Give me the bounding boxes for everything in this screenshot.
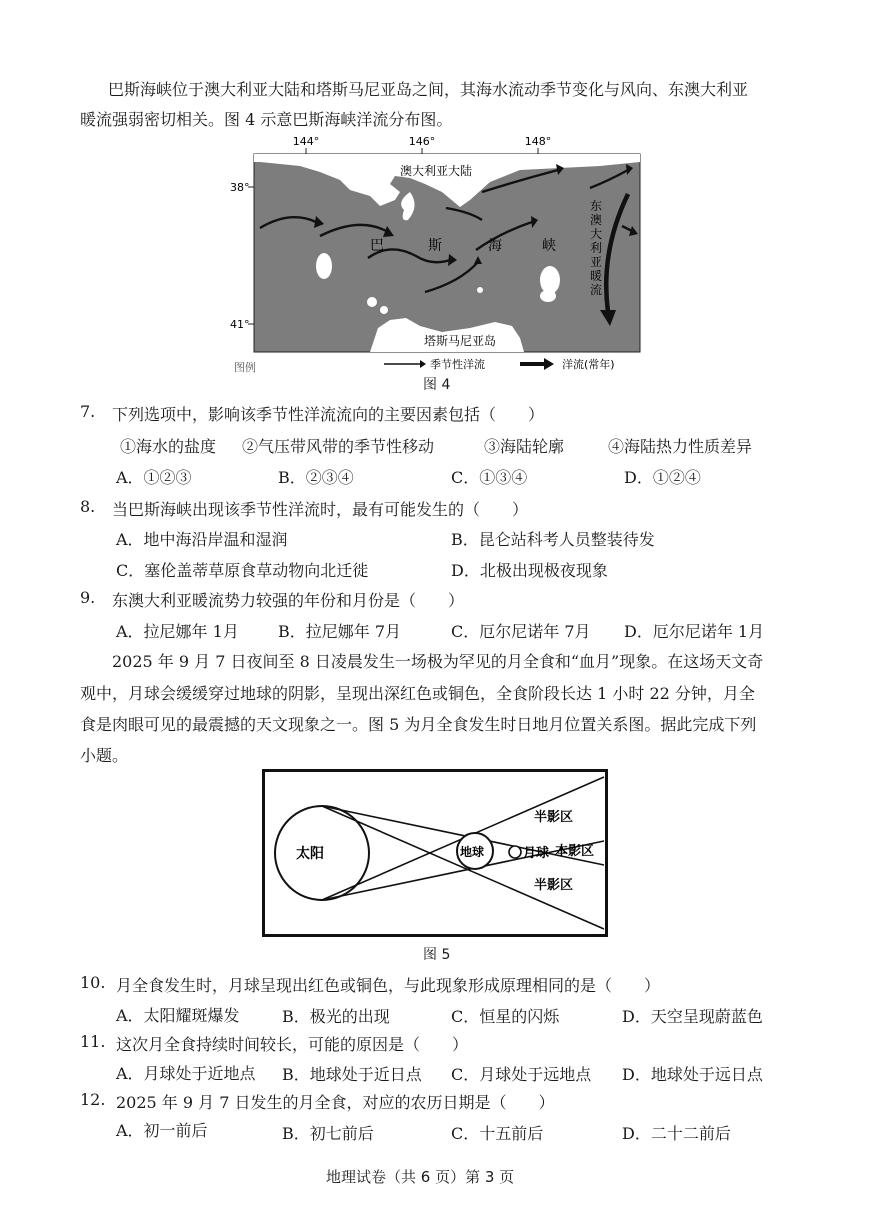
q8-stem: 当巴斯海峡出现该季节性洋流时，最有可能发生的（ ）	[112, 500, 529, 519]
legend-permanent: 洋流(常年)	[562, 358, 615, 371]
q8-option-a[interactable]: A．地中海沿岸温和湿润	[116, 530, 288, 549]
ea-current-char-1: 东	[590, 199, 603, 213]
q7-stem: 下列选项中，影响该季节性洋流流向的主要因素包括（ ）	[112, 405, 545, 424]
lon-label-146: 146°	[408, 135, 436, 148]
penumbra-bottom-label: 半影区	[534, 878, 574, 893]
q8-number: 8.	[80, 497, 96, 516]
q7-number: 7.	[80, 402, 96, 421]
q7-item-4: ④海陆热力性质差异	[608, 437, 753, 456]
q12-number: 12.	[80, 1090, 106, 1109]
intro-line-2: 暖流强弱密切相关。图 4 示意巴斯海峡洋流分布图。	[80, 110, 453, 129]
strait-char-2: 斯	[428, 238, 442, 254]
q7-option-a[interactable]: A．①②③	[116, 468, 192, 487]
sun-label: 太阳	[296, 846, 324, 862]
q7-option-c[interactable]: C．①③④	[451, 468, 528, 487]
q10-option-b[interactable]: B．极光的出现	[282, 1007, 390, 1026]
q9-option-b[interactable]: B．拉尼娜年 7月	[278, 622, 402, 641]
figure-5-caption: 图 5	[423, 947, 451, 963]
ea-current-char-5: 亚	[590, 255, 603, 269]
ea-current-char-6: 暖	[590, 269, 603, 283]
lon-label-148: 148°	[524, 135, 552, 148]
intro2-line-4: 小题。	[80, 746, 129, 765]
q9-option-d[interactable]: D．厄尔尼诺年 1月	[624, 622, 765, 641]
ea-current-char-4: 利	[590, 241, 603, 255]
ea-current-char-7: 流	[590, 283, 603, 297]
intro2-line-1: 2025 年 9 月 7 日夜间至 8 日凌晨发生一场极为罕见的月全食和“血月”现象。在这场天文奇	[112, 652, 764, 671]
q9-option-a[interactable]: A．拉尼娜年 1月	[116, 622, 239, 641]
q10-option-d[interactable]: D．天空呈现蔚蓝色	[622, 1007, 763, 1026]
q10-stem: 月全食发生时，月球呈现出红色或铜色，与此现象形成原理相同的是（ ）	[116, 976, 661, 995]
q11-option-d[interactable]: D．地球处于远日点	[622, 1065, 763, 1084]
q7-option-d[interactable]: D．①②④	[624, 468, 701, 487]
q12-option-c[interactable]: C．十五前后	[451, 1124, 544, 1143]
penumbra-top-label: 半影区	[534, 810, 574, 825]
lon-label-144: 144°	[292, 135, 320, 148]
strait-char-1: 巴	[370, 238, 384, 254]
q10-option-c[interactable]: C．恒星的闪烁	[451, 1007, 560, 1026]
q9-option-c[interactable]: C．厄尔尼诺年 7月	[451, 622, 591, 641]
figure-5-diagram	[262, 769, 608, 937]
q7-item-2: ②气压带风带的季节性移动	[242, 437, 435, 456]
q8-option-c[interactable]: C．塞伦盖蒂草原食草动物向北迁徙	[116, 561, 369, 580]
q9-stem: 东澳大利亚暖流势力较强的年份和月份是（ ）	[112, 591, 465, 610]
legend-seasonal: 季节性洋流	[430, 358, 485, 371]
page-footer: 地理试卷（共 6 页）第 3 页	[326, 1168, 515, 1186]
q7-item-3: ③海陆轮廓	[484, 437, 565, 456]
umbra-label: 本影区	[555, 844, 595, 859]
q11-stem: 这次月全食持续时间较长，可能的原因是（ ）	[116, 1035, 469, 1054]
moon-label: 月球	[523, 846, 550, 861]
lat-label-38: 38°	[230, 181, 250, 194]
ea-current-char-3: 大	[590, 227, 603, 241]
q7-option-b[interactable]: B．②③④	[278, 468, 354, 487]
intro2-line-3: 食是肉眼可见的最震撼的天文现象之一。图 5 为月全食发生时日地月位置关系图。据此完成下列	[80, 715, 757, 734]
q12-stem: 2025 年 9 月 7 日发生的月全食，对应的农历日期是（ ）	[116, 1093, 555, 1112]
q10-option-a[interactable]: A．太阳耀斑爆发	[116, 1006, 240, 1025]
q11-option-b[interactable]: B．地球处于近日点	[282, 1065, 422, 1084]
figure-4-map	[220, 132, 650, 382]
tasmania-label: 塔斯马尼亚岛	[424, 334, 497, 348]
figure-4-caption: 图 4	[423, 377, 451, 393]
q10-number: 10.	[80, 973, 106, 992]
q12-option-b[interactable]: B．初七前后	[282, 1124, 374, 1143]
intro2-line-2: 观中，月球会缓缓穿过地球的阴影，呈现出深红色或铜色，全食阶段长达 1 小时 22 分钟，月全	[80, 684, 755, 703]
q8-option-d[interactable]: D．北极出现极夜现象	[451, 561, 608, 580]
earth-label: 地球	[460, 845, 485, 859]
strait-char-4: 峡	[542, 238, 556, 254]
q9-number: 9.	[80, 588, 96, 607]
moon-circle	[509, 846, 521, 858]
q7-item-1: ①海水的盐度	[120, 437, 217, 456]
lat-label-41: 41°	[230, 318, 250, 331]
q11-option-c[interactable]: C．月球处于远地点	[451, 1065, 592, 1084]
q12-option-d[interactable]: D．二十二前后	[622, 1124, 731, 1143]
q11-number: 11.	[80, 1032, 106, 1051]
legend-title: 图例	[234, 361, 256, 374]
mainland-label: 澳大利亚大陆	[400, 164, 473, 178]
q8-option-b[interactable]: B．昆仑站科考人员整装待发	[451, 530, 655, 549]
q12-option-a[interactable]: A．初一前后	[116, 1121, 208, 1140]
ea-current-char-2: 澳	[590, 213, 603, 227]
intro-line-1: 巴斯海峡位于澳大利亚大陆和塔斯马尼亚岛之间，其海水流动季节变化与风向、东澳大利亚	[108, 80, 749, 99]
strait-char-3: 海	[488, 238, 502, 254]
q11-option-a[interactable]: A．月球处于近地点	[116, 1064, 256, 1083]
